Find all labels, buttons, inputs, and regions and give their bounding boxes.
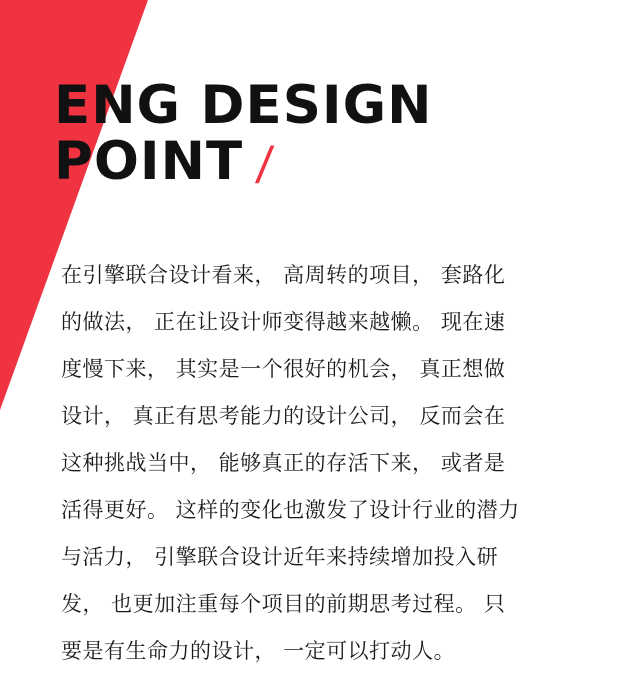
body-line-3: 度慢下来， 其实是一个很好的机会， 真正想做: [61, 357, 506, 381]
headline-slash: /: [254, 136, 277, 190]
body-line-1: 在引擎联合设计看来， 高周转的项目， 套路化: [61, 263, 506, 287]
body-line-8: 发， 也更加注重每个项目的前期思考过程。 只: [61, 592, 506, 616]
body-line-7: 与活力， 引擎联合设计近年来持续增加投入研: [61, 545, 499, 569]
body-line-4: 设计， 真正有思考能力的设计公司， 反而会在: [61, 404, 506, 428]
body-paragraph: [61, 252, 573, 675]
headline: [54, 75, 433, 192]
body-line-6: 活得更好。 这样的变化也激发了设计行业的潜力: [61, 498, 520, 522]
body-line-2: 的做法， 正在让设计师变得越来越懒。 现在速: [61, 310, 506, 334]
headline-point: POINT: [54, 131, 244, 192]
headline-line-1: ENG DESIGN: [54, 75, 433, 136]
headline-line-2: [54, 131, 432, 192]
body-line-5: 这种挑战当中， 能够真正的存活下来， 或者是: [61, 451, 506, 475]
body-line-9: 要是有生命力的设计， 一定可以打动人。: [61, 639, 456, 663]
